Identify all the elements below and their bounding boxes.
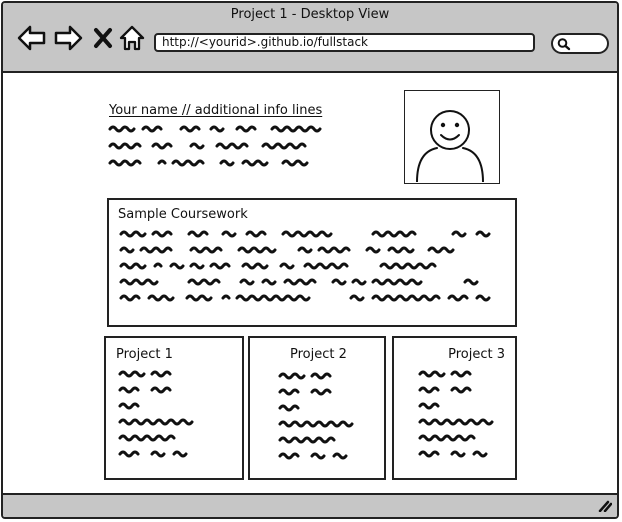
home-icon[interactable] <box>119 25 145 51</box>
project-placeholder-text-3 <box>418 368 508 462</box>
forward-arrow-icon[interactable] <box>53 25 83 51</box>
project-title-2: Project 2 <box>290 347 347 362</box>
project-placeholder-text-1 <box>118 368 208 462</box>
project-title-1: Project 1 <box>116 347 173 362</box>
url-input[interactable]: http://<yourid>.github.io/fullstack <box>154 33 535 52</box>
project-panel-3 <box>392 336 517 480</box>
resize-handle-icon[interactable] <box>598 500 612 512</box>
back-arrow-icon[interactable] <box>17 25 47 51</box>
project-panel-2 <box>248 336 386 480</box>
profile-info-placeholder-text <box>107 121 367 169</box>
status-bar <box>3 493 617 517</box>
close-icon[interactable] <box>93 27 113 49</box>
project-panel-1 <box>104 336 244 480</box>
profile-avatar <box>404 90 500 184</box>
profile-heading-link[interactable]: Your name // additional info lines <box>109 103 323 118</box>
coursework-placeholder-text <box>119 226 504 306</box>
coursework-title: Sample Coursework <box>118 207 248 222</box>
browser-window <box>1 1 619 519</box>
search-icon <box>557 37 571 51</box>
user-avatar-icon <box>405 91 498 182</box>
project-title-3: Project 3 <box>448 347 505 362</box>
window-title: Project 1 - Desktop View <box>230 7 390 22</box>
coursework-panel <box>107 198 517 327</box>
browser-toolbar <box>3 3 617 73</box>
project-placeholder-text-2 <box>278 370 368 464</box>
search-input[interactable] <box>551 33 609 54</box>
